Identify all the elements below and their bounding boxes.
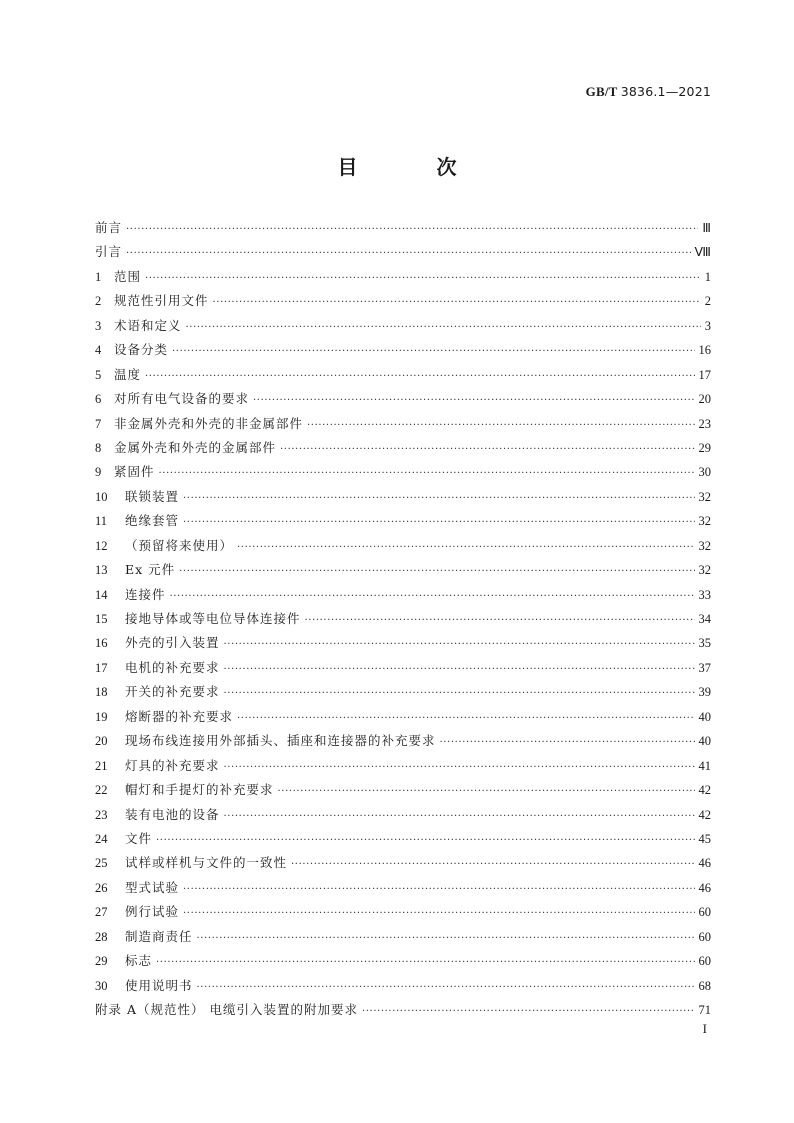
dot-leader [145, 267, 701, 291]
toc-entry-page: 20 [698, 392, 711, 407]
toc-entry-title: 使用说明书 [125, 977, 193, 993]
toc-entry-page: 33 [698, 587, 711, 602]
toc-entry-title: 文件 [125, 830, 153, 846]
toc-entry-number: 6 [95, 392, 102, 407]
toc-entry-title: （预留将来使用） [125, 537, 234, 553]
toc-entry[interactable] [95, 363, 711, 387]
toc-entry-page: 42 [698, 783, 711, 798]
toc-entry-page: 40 [698, 734, 711, 749]
toc-entry-page: 3 [704, 318, 711, 333]
toc-entry-title: 紧固件 [114, 464, 155, 480]
toc-entry[interactable] [95, 314, 711, 338]
dot-leader [237, 536, 694, 560]
dot-leader [186, 316, 701, 340]
toc-entry-number: 5 [95, 367, 102, 382]
toc-entry-number: 7 [95, 416, 102, 431]
standard-code [586, 84, 711, 100]
toc-entry-page: 40 [698, 709, 711, 724]
toc-entry-title: 设备分类 [114, 342, 169, 358]
toc-entry-page: 35 [698, 636, 711, 651]
toc-entry-page: 23 [698, 416, 711, 431]
toc-entry-number: 28 [95, 929, 108, 944]
toc-entry-number: 27 [95, 905, 108, 920]
dot-leader [305, 609, 695, 633]
toc-entry[interactable] [95, 925, 711, 949]
dot-leader [183, 487, 694, 511]
toc-entry[interactable] [95, 778, 711, 802]
toc-entry-title: 附录 A（规范性） 电缆引入装置的附加要求 [95, 1002, 358, 1017]
toc-entry-number: 10 [95, 489, 108, 504]
toc-entry[interactable] [95, 460, 711, 484]
dot-leader [183, 511, 694, 535]
toc-entry-number: 15 [95, 612, 108, 626]
toc-entry-title: 非金属外壳和外壳的非金属部件 [114, 415, 304, 431]
toc-entry-number: 13 [95, 563, 108, 578]
toc-entry-page: 46 [698, 880, 711, 895]
toc-entry-page: 32 [698, 563, 711, 578]
dot-leader [145, 365, 694, 389]
toc-entry-page: 32 [698, 489, 711, 504]
toc-entry-title: 开关的补充要求 [125, 684, 220, 700]
dot-leader [362, 1000, 695, 1024]
toc-entry-title: 规范性引用文件 [114, 293, 209, 309]
toc-entry-page: 32 [698, 538, 711, 553]
toc-entry-title: 装有电池的设备 [125, 806, 220, 822]
toc-entry-page: 1 [704, 269, 711, 284]
toc-entry[interactable] [95, 851, 711, 875]
toc-entry-title: 对所有电气设备的要求 [114, 391, 250, 407]
toc-entry-number: 21 [95, 758, 108, 773]
toc-entry[interactable] [95, 876, 711, 900]
toc-entry-page: 39 [698, 685, 711, 700]
toc-entry-page: 16 [698, 343, 711, 358]
toc-entry-number: 1 [95, 269, 102, 284]
dot-leader [126, 242, 691, 266]
toc-entry[interactable] [95, 216, 711, 240]
dot-leader [213, 291, 701, 315]
toc-entry[interactable] [95, 240, 711, 264]
toc-entry-title: 范围 [114, 268, 142, 284]
toc-entry[interactable] [95, 754, 711, 778]
toc-entry-title: 绝缘套管 [125, 513, 180, 529]
toc-entry-title: 连接件 [125, 586, 166, 602]
dot-leader [172, 340, 694, 364]
toc-entry-page: 68 [698, 978, 711, 993]
toc-entry-title: 引言 [95, 244, 123, 260]
toc-entry-title: 现场布线连接用外部插头、插座和连接器的补充要求 [125, 733, 436, 749]
toc-entry-title: 熔断器的补充要求 [125, 708, 234, 724]
toc-entry[interactable] [95, 705, 711, 729]
dot-leader [156, 951, 694, 975]
toc-entry-page: 41 [698, 758, 711, 773]
table-of-contents [95, 216, 711, 1022]
toc-entry-number: 16 [95, 636, 108, 651]
toc-entry-page: 60 [698, 929, 711, 944]
dot-leader [197, 976, 695, 1000]
dot-leader [224, 756, 695, 780]
dot-leader [278, 780, 695, 804]
toc-entry-number: 14 [95, 587, 108, 602]
dot-leader [126, 218, 698, 242]
toc-entry-page: 71 [698, 1003, 711, 1017]
toc-entry[interactable] [95, 803, 711, 827]
dot-leader [183, 878, 694, 902]
toc-entry-title: 联锁装置 [125, 488, 180, 504]
toc-entry-number: 22 [95, 783, 108, 798]
toc-entry[interactable] [95, 289, 711, 313]
toc-entry[interactable] [95, 265, 711, 289]
toc-entry-title: 帽灯和手提灯的补充要求 [125, 782, 274, 798]
toc-entry[interactable] [95, 338, 711, 362]
toc-entry[interactable] [95, 607, 711, 631]
toc-entry-number: 20 [95, 734, 108, 749]
toc-entry[interactable] [95, 534, 711, 558]
standard-prefix: GB/T [585, 84, 618, 99]
toc-entry[interactable] [95, 412, 711, 436]
toc-entry-number: 17 [95, 660, 108, 675]
toc-entry-number: 23 [95, 807, 108, 822]
toc-entry[interactable] [95, 631, 711, 655]
toc-entry[interactable] [95, 558, 711, 582]
toc-entry-title: 试样或样机与文件的一致性 [125, 855, 288, 871]
toc-entry-number: 26 [95, 880, 108, 895]
toc-entry[interactable] [95, 900, 711, 924]
dot-leader [253, 389, 694, 413]
dot-leader [197, 927, 695, 951]
dot-leader [179, 560, 694, 584]
dot-leader [183, 902, 694, 926]
toc-entry-number: 30 [95, 978, 108, 993]
toc-entry-page: Ⅲ [702, 221, 711, 235]
toc-entry[interactable] [95, 436, 711, 460]
page-number: I [702, 1021, 707, 1036]
toc-entry-page: 60 [698, 954, 711, 969]
toc-entry-number: 12 [95, 538, 108, 553]
toc-entry-title: 例行试验 [125, 904, 180, 920]
toc-entry-number: 29 [95, 954, 108, 969]
dot-leader [159, 462, 695, 486]
toc-entry-number: 2 [95, 294, 102, 309]
toc-entry-title: 接地导体或等电位导体连接件 [125, 611, 301, 626]
dot-leader [280, 438, 694, 462]
toc-entry[interactable] [95, 974, 711, 998]
toc-entry-number: 25 [95, 856, 108, 871]
toc-entry-title: 金属外壳和外壳的金属部件 [114, 439, 277, 455]
toc-entry-title: 型式试验 [125, 879, 180, 895]
toc-entry-title: 电机的补充要求 [125, 659, 220, 675]
toc-entry-number: 8 [95, 440, 102, 455]
toc-entry-page: 46 [698, 856, 711, 871]
toc-entry[interactable] [95, 998, 711, 1022]
toc-entry-title: 灯具的补充要求 [125, 757, 220, 773]
toc-entry-page: 2 [704, 294, 711, 309]
toc-entry-title: Ex 元件 [125, 562, 176, 578]
dot-leader [440, 731, 695, 755]
toc-entry-number: 19 [95, 709, 108, 724]
dot-leader [237, 707, 694, 731]
toc-entry-page: 60 [698, 905, 711, 920]
toc-entry-page: 30 [698, 465, 711, 480]
toc-entry[interactable] [95, 680, 711, 704]
page-title: 目 次 [337, 155, 493, 179]
toc-entry[interactable] [95, 485, 711, 509]
dot-leader [170, 585, 695, 609]
toc-entry-number: 3 [95, 318, 102, 333]
dot-leader [224, 682, 695, 706]
dot-leader [307, 414, 694, 438]
toc-entry-title: 外壳的引入装置 [125, 635, 220, 651]
toc-entry-page: 29 [698, 440, 711, 455]
toc-entry-page: 32 [698, 514, 711, 529]
dot-leader [156, 829, 694, 853]
toc-entry-number: 18 [95, 685, 108, 700]
toc-entry[interactable] [95, 729, 711, 753]
dot-leader [224, 805, 695, 829]
toc-entry-number: 24 [95, 831, 108, 846]
toc-entry[interactable] [95, 827, 711, 851]
standard-number: 3836.1—2021 [620, 84, 711, 99]
toc-entry-page: 34 [698, 612, 711, 626]
dot-leader [291, 853, 694, 877]
toc-entry-title: 制造商责任 [125, 928, 193, 944]
toc-entry-page: 17 [698, 367, 711, 382]
dot-leader [224, 658, 695, 682]
toc-entry-number: 9 [95, 465, 102, 480]
toc-entry-page: 37 [698, 660, 711, 675]
toc-entry[interactable] [95, 949, 711, 973]
toc-entry-number: 11 [95, 514, 108, 529]
toc-entry-page: Ⅷ [694, 245, 711, 260]
toc-entry[interactable] [95, 387, 711, 411]
toc-entry-title: 前言 [95, 220, 123, 235]
toc-entry-page: 42 [698, 807, 711, 822]
toc-entry-page: 45 [698, 831, 711, 846]
toc-entry-title: 温度 [114, 366, 142, 382]
toc-entry[interactable] [95, 509, 711, 533]
toc-entry-title: 术语和定义 [114, 317, 182, 333]
toc-entry-title: 标志 [125, 953, 153, 969]
toc-entry[interactable] [95, 583, 711, 607]
toc-entry-number: 4 [95, 343, 102, 358]
toc-entry[interactable] [95, 656, 711, 680]
dot-leader [224, 633, 695, 657]
